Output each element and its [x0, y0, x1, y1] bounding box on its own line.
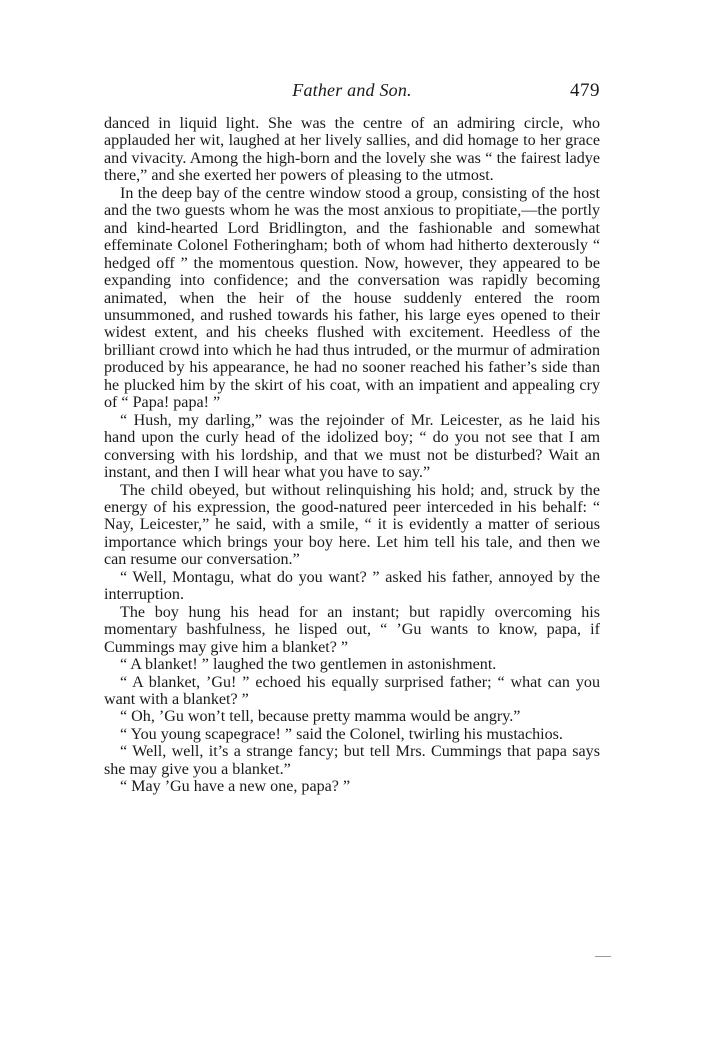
paragraph: “ A blanket! ” laughed the two gentlemen in astonishment. [120, 656, 497, 674]
paragraph: “ Hush, my darling,” was the rejoinder of Mr. Leicester, as he laid his hand upon the curly head of the idolized boy; “ do you not see that I am conversing with his lordship, and that we must not be disturbed? Wait an instant, and then I will hear what you have to say.” [104, 411, 600, 482]
page-number: 479 [570, 80, 600, 101]
paragraph: danced in liquid light. She was the centre of an admiring circle, who applauded her wit, laughed at her lively sallies, and did homage to her grace and vivacity. Among the high-born and the lovely she was “ the fairest ladye there,” and she exerted her powers of pleasing to the utmost. [104, 115, 600, 185]
paragraph: The boy hung his head for an instant; but rapidly overcoming his momentary bashfulness, he lisped out, “ ’Gu wants to know, papa, if Cummings may give him a blanket? ” [104, 603, 600, 656]
paragraph: The child obeyed, but without relinquishing his hold; and, struck by the energy of his expression, the good-natured peer interceded in his behalf: “ Nay, Leicester,” he said, with a smile, “ it is evidently a matter of serious importance which brings your boy here. Let him tell his tale, and then we can resume our conversation.” [104, 481, 600, 569]
paragraph: “ Well, Montagu, what do you want? ” asked his father, annoyed by the interruption. [104, 568, 600, 604]
running-title: Father and Son. [292, 80, 412, 100]
paragraph: “ Well, well, it’s a strange fancy; but tell Mrs. Cummings that papa says she may give you a blanket.” [104, 743, 600, 778]
paragraph: “ You young scapegrace! ” said the Colonel, twirling his mustachios. [120, 725, 563, 743]
paragraph: “ May ’Gu have a new one, papa? ” [120, 778, 351, 796]
running-head [104, 80, 600, 104]
footer-rule [595, 956, 611, 957]
body-text [104, 115, 600, 796]
paragraph: In the deep bay of the centre window stood a group, consisting of the host and the two guests whom he was the most anxious to propitiate,—the portly and kind-hearted Lord Bridlington, and the fashionable and somewhat effeminate Colonel Fotheringham; both of whom had hitherto dexterously “ hedged off ” the momentous question. Now, however, they appeared to be expanding into confidence; and the conversation was rapidly becoming animated, when the heir of the house suddenly entered the room unsummoned, and rushed towards his father, his large eyes opened to their widest extent, and his cheeks flushed with excitement. Heedless of the brilliant crowd into which he had thus intruded, or the murmur of admiration produced by his appearance, he had no sooner reached his father’s side than he plucked him by the skirt of his coat, with an impatient and appealing cry of “ Papa! papa! ” [104, 184, 600, 412]
paragraph: “ A blanket, ’Gu! ” echoed his equally surprised father; “ what can you want with a blanket? ” [104, 673, 600, 708]
paragraph: “ Oh, ’Gu won’t tell, because pretty mamma would be angry.” [120, 708, 521, 726]
